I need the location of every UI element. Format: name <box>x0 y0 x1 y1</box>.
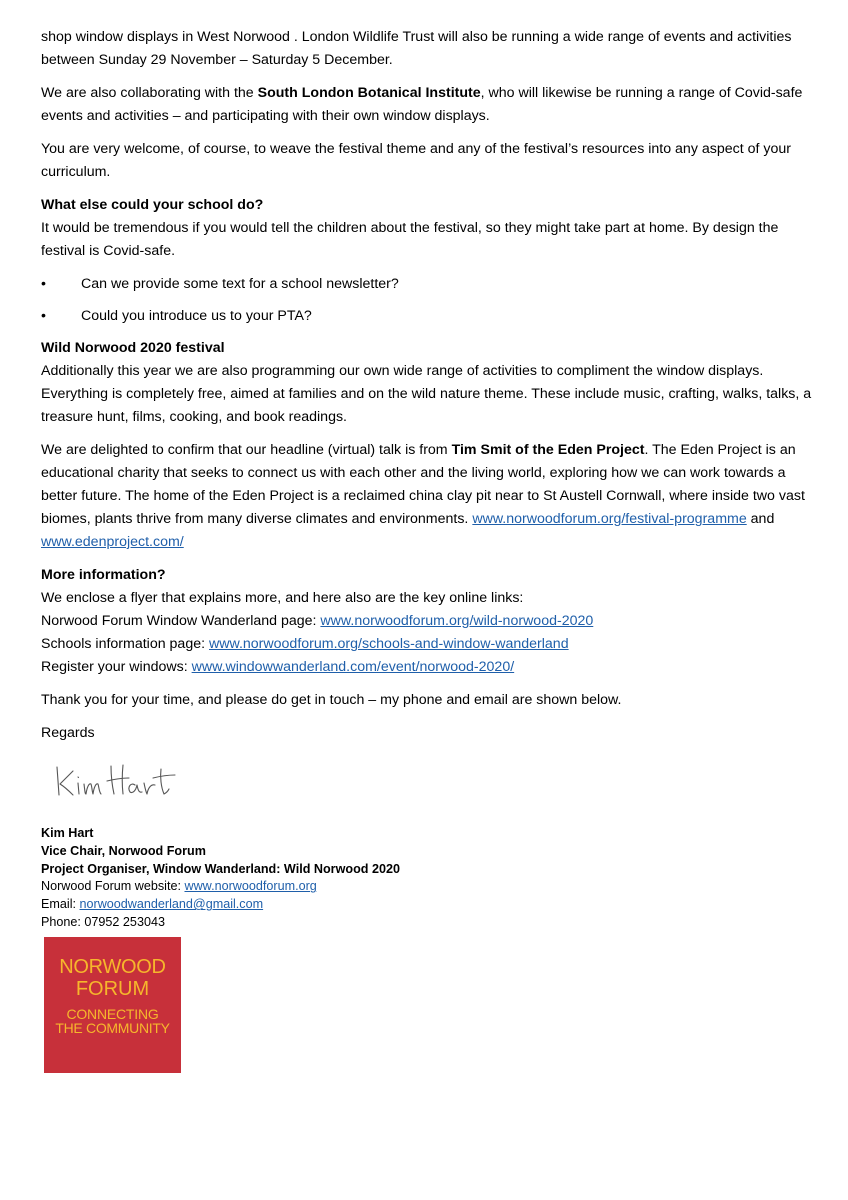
festival-programme-link[interactable]: www.norwoodforum.org/festival-programme <box>472 511 747 527</box>
handwritten-signature <box>51 757 817 803</box>
register-windows-link[interactable]: www.windowwanderland.com/event/norwood-2020/ <box>191 659 515 675</box>
norwood-forum-website-link[interactable]: www.norwoodforum.org <box>184 879 317 894</box>
letter-body <box>41 26 817 932</box>
paragraph-eden-project: We are delighted to confirm that our headline (virtual) talk is from Tim Smit of the Eden Project. The Eden Project is an educational charity that seeks to connect us with each other and the living world, exploring how we can work towards a better future. The home of the Eden Project is a reclaimed china clay pit near to St Austell Cornwall, where inside two vast biomes, plants thrive from many diverse climates and environments. www.norwoodforum.org/festival-programme and www.edenproject.com/ <box>41 442 805 550</box>
eden-speaker: Tim Smit of the Eden Project <box>451 442 645 458</box>
section-festival <box>41 337 817 429</box>
logo-line-norwood: NORWOOD <box>59 956 166 978</box>
paragraph-window-displays: shop window displays in West Norwood . London Wildlife Trust will also be running a wide range of events and activities between Sunday 29 November – Saturday 5 December. <box>41 29 792 68</box>
schools-page-link[interactable]: www.norwoodforum.org/schools-and-window-wanderland <box>209 636 569 652</box>
paragraph-botanical-institute: We are also collaborating with the South London Botanical Institute, who will likewise be running a range of Covid-safe events and activities – and participating with their own window displays. <box>41 85 803 124</box>
contact-role-organiser: Project Organiser, Window Wanderland: Wild Norwood 2020 <box>41 861 400 876</box>
section-more-info <box>41 564 817 679</box>
logo-line-forum: FORUM <box>75 978 150 1000</box>
signature-image <box>51 757 181 803</box>
thanks-line: Thank you for your time, and please do get in touch – my phone and email are shown below. <box>41 692 622 708</box>
school-body: It would be tremendous if you would tell the children about the festival, so they might take part at home. By design the festival is Covid-safe. <box>41 220 779 259</box>
botanical-institute-name: South London Botanical Institute <box>257 85 481 101</box>
list-item: • Could you introduce us to your PTA? <box>41 305 817 328</box>
wanderland-page-link[interactable]: www.norwoodforum.org/wild-norwood-2020 <box>320 613 594 629</box>
bullet-icon: • <box>41 276 46 292</box>
logo-line-community: THE COMMUNITY <box>55 1020 170 1036</box>
wanderland-page-line: Norwood Forum Window Wanderland page: www.norwoodforum.org/wild-norwood-2020 <box>41 613 594 629</box>
festival-heading: Wild Norwood 2020 festival <box>41 340 225 356</box>
contact-website-line: Norwood Forum website: www.norwoodforum.org <box>41 879 317 894</box>
contact-block <box>41 825 817 932</box>
list-item: • Can we provide some text for a school newsletter? <box>41 273 817 296</box>
festival-body: Additionally this year we are also programming our own wide range of activities to compliment the window displays. Everything is completely free, aimed at families and on the wild nature theme. These include music, crafting, walks, talks, a treasure hunt, films, cooking, and book readings. <box>41 363 812 425</box>
contact-phone: Phone: 07952 253043 <box>41 914 165 929</box>
school-heading: What else could your school do? <box>41 197 264 213</box>
bullet-icon: • <box>41 308 46 324</box>
eden-project-link[interactable]: www.edenproject.com/ <box>41 534 184 550</box>
schools-page-line: Schools information page: www.norwoodforum.org/schools-and-window-wanderland <box>41 636 569 652</box>
contact-email-line: Email: norwoodwanderland@gmail.com <box>41 897 264 912</box>
norwood-forum-logo <box>44 937 181 1073</box>
contact-role-vice-chair: Vice Chair, Norwood Forum <box>41 843 206 858</box>
logo-line-connecting: CONNECTING <box>66 1006 159 1022</box>
email-link[interactable]: norwoodwanderland@gmail.com <box>79 897 264 912</box>
paragraph-curriculum: You are very welcome, of course, to weave the festival theme and any of the festival’s resources into any aspect of your curriculum. <box>41 141 791 180</box>
section-school <box>41 194 817 263</box>
contact-name: Kim Hart <box>41 826 94 840</box>
regards-line: Regards <box>41 725 95 741</box>
more-info-intro: We enclose a flyer that explains more, and here also are the key online links: <box>41 590 524 606</box>
more-info-heading: More information? <box>41 567 166 583</box>
school-bullet-list <box>41 273 817 328</box>
register-line: Register your windows: www.windowwanderland.com/event/norwood-2020/ <box>41 659 515 675</box>
